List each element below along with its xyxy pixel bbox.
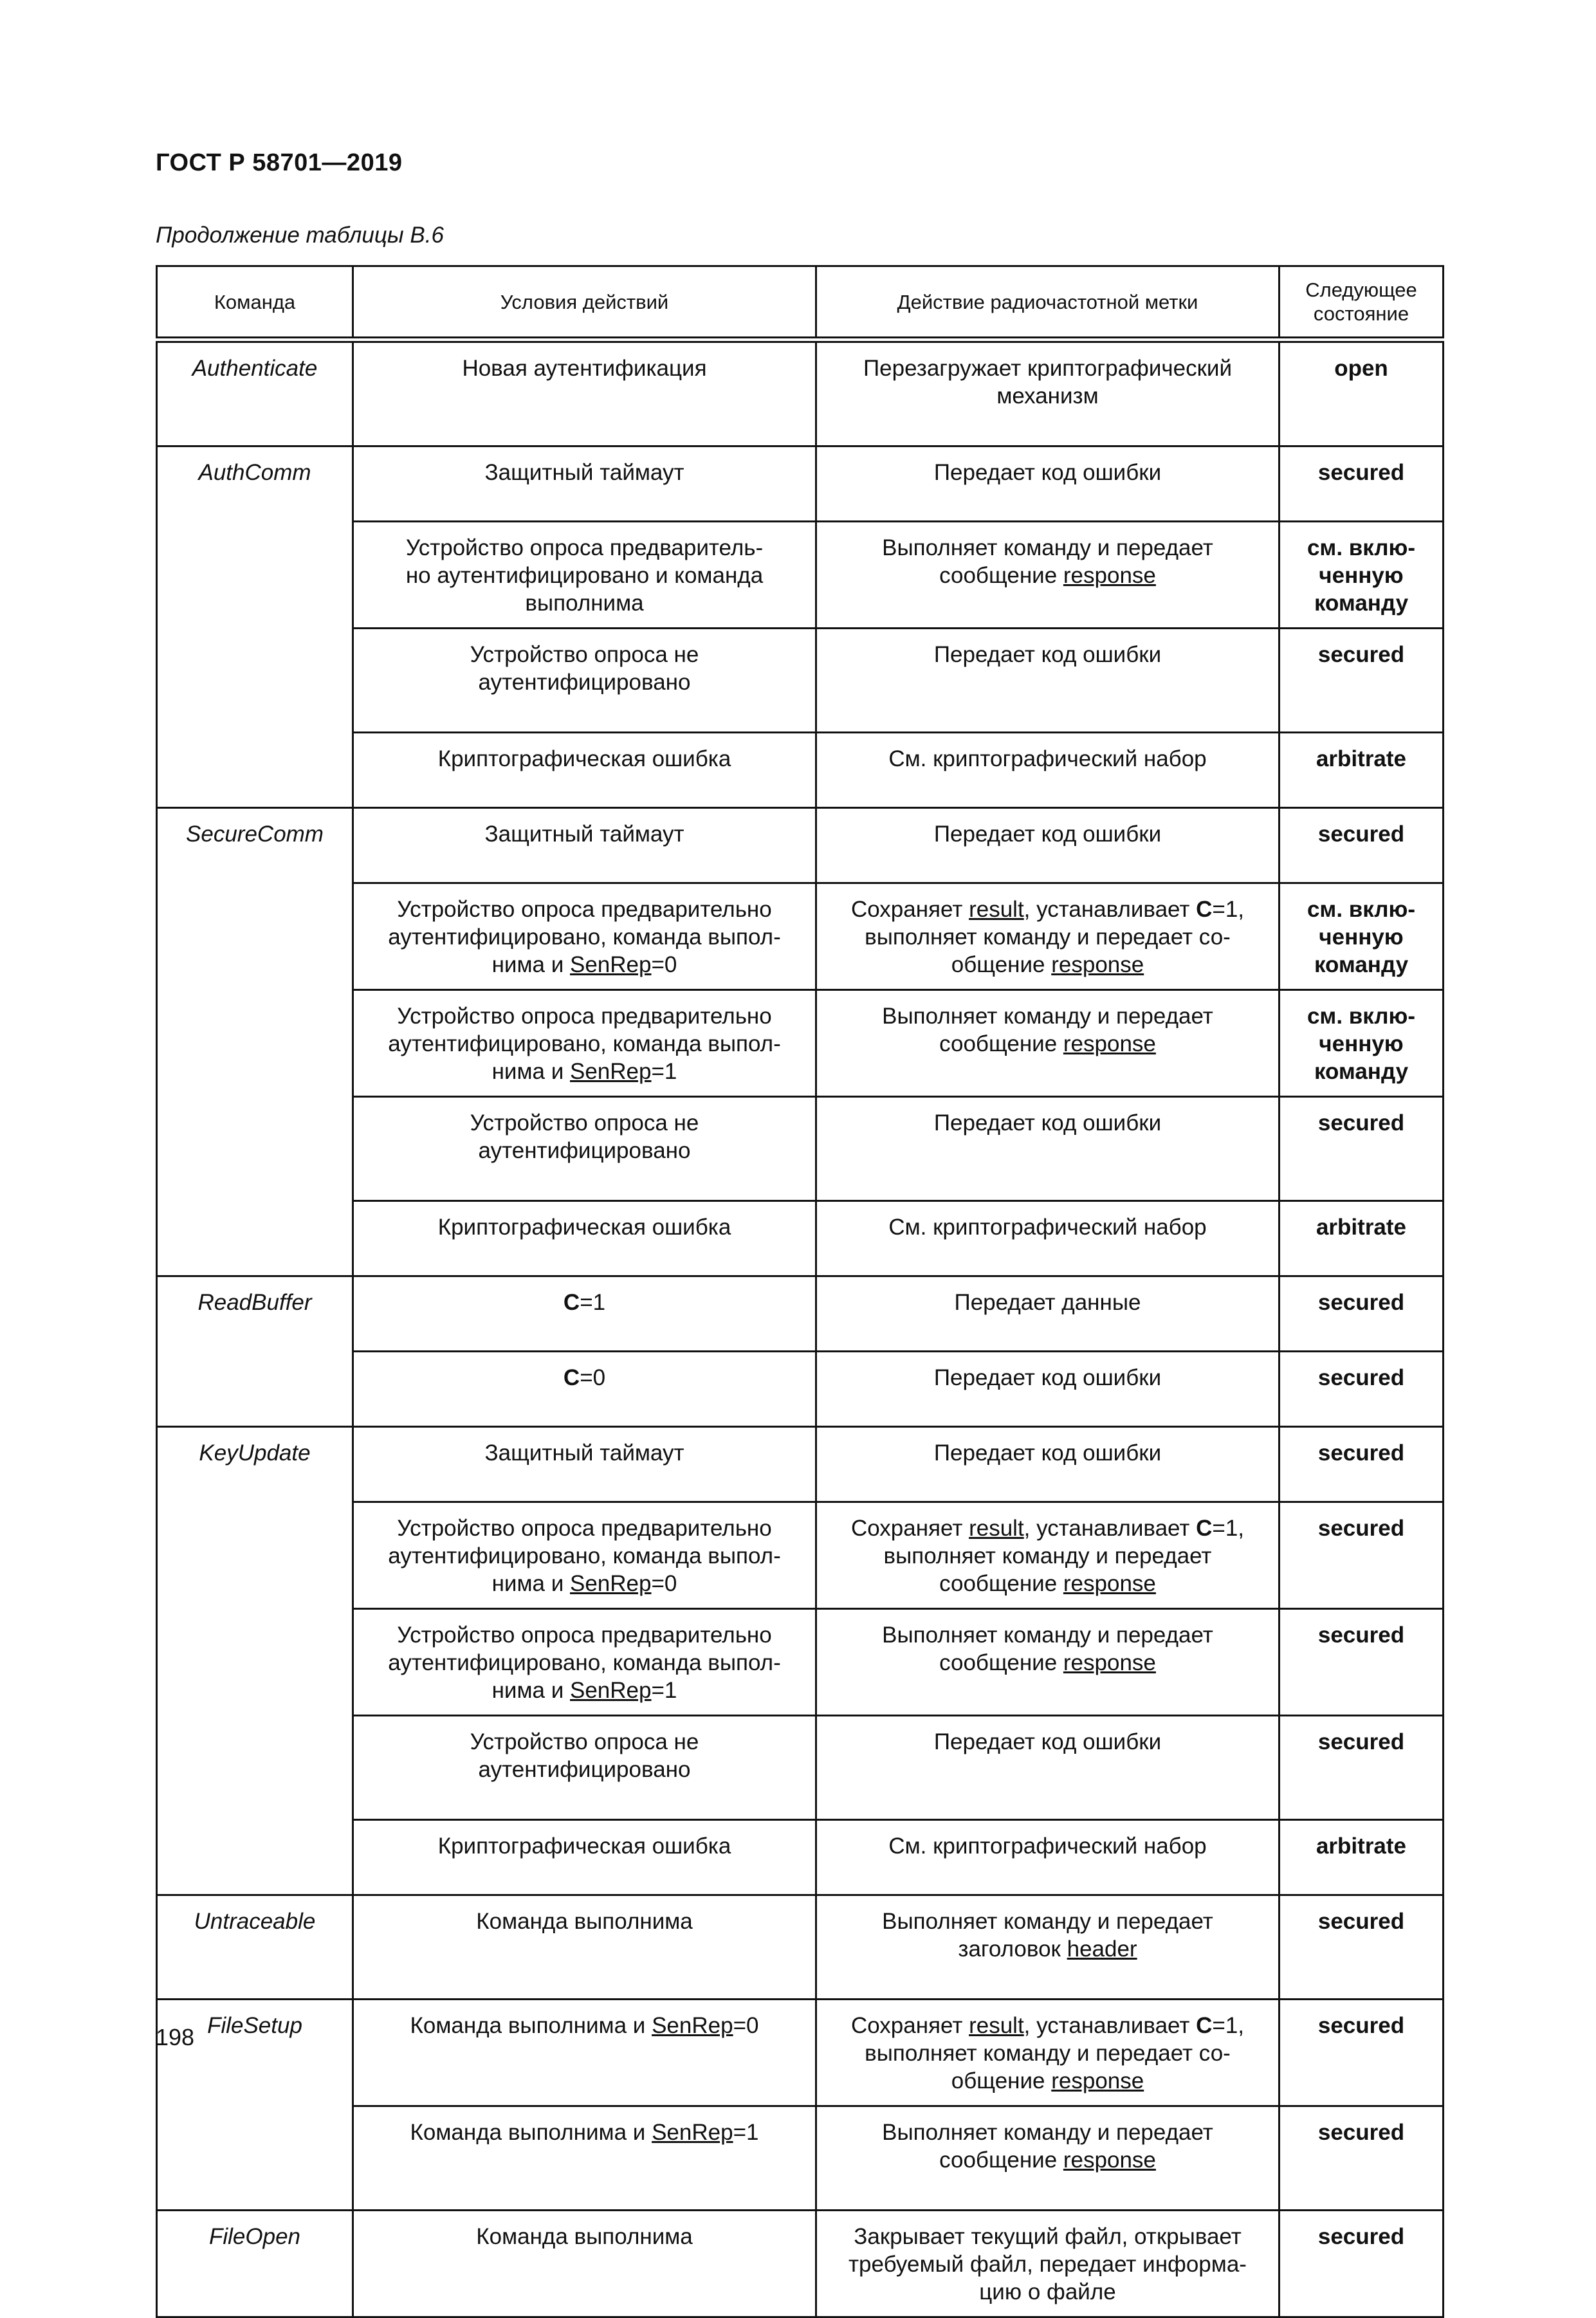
next-state-cell: secured (1280, 1276, 1444, 1352)
table-header-row (157, 266, 1444, 340)
command-cell: Untraceable (157, 1895, 353, 2000)
next-state-cell: arbitrate (1280, 1820, 1444, 1895)
action-cell: Закрывает текущий файл, открывает требуемый файл, передает информа- цию о файле (816, 2211, 1280, 2317)
condition-cell: Криптографическая ошибка (353, 1820, 816, 1895)
next-state-cell: secured (1280, 1427, 1444, 1502)
condition-cell: Команда выполнима и SenRep=1 (353, 2106, 816, 2211)
action-cell: Передает код ошибки (816, 1352, 1280, 1427)
next-state-cell: secured (1280, 1352, 1444, 1427)
column-header-next-state: Следующее состояние (1280, 266, 1444, 340)
next-state-cell: secured (1280, 1097, 1444, 1201)
next-state-cell: secured (1280, 629, 1444, 733)
condition-cell: Команда выполнима (353, 2211, 816, 2317)
next-state-cell: secured (1280, 2106, 1444, 2211)
condition-cell: Устройство опроса предварительно аутентифицировано, команда выпол- нима и SenRep=0 (353, 883, 816, 990)
column-header-command: Команда (157, 266, 353, 340)
action-cell: См. криптографический набор (816, 733, 1280, 808)
column-header-action: Действие радиочастотной метки (816, 266, 1280, 340)
action-cell: Передает код ошибки (816, 1716, 1280, 1820)
condition-cell: Защитный таймаут (353, 1427, 816, 1502)
next-state-cell: open (1280, 340, 1444, 446)
action-cell: Сохраняет result, устанавливает C=1, выполняет команду и передает сообщение response (816, 1502, 1280, 1609)
action-cell: Передает код ошибки (816, 1097, 1280, 1201)
table-row (157, 340, 1444, 446)
action-cell: Передает код ошибки (816, 808, 1280, 883)
next-state-cell: secured (1280, 1716, 1444, 1820)
state-transition-table (156, 265, 1444, 2318)
command-cell: ReadBuffer (157, 1276, 353, 1427)
command-cell: AuthComm (157, 446, 353, 808)
document-title: ГОСТ Р 58701—2019 (156, 149, 403, 176)
condition-cell: C=1 (353, 1276, 816, 1352)
next-state-cell: arbitrate (1280, 733, 1444, 808)
next-state-cell: arbitrate (1280, 1201, 1444, 1276)
condition-cell: Защитный таймаут (353, 446, 816, 522)
action-cell: Передает код ошибки (816, 1427, 1280, 1502)
next-state-cell: secured (1280, 2000, 1444, 2106)
condition-cell: Команда выполнима и SenRep=0 (353, 2000, 816, 2106)
next-state-cell: secured (1280, 446, 1444, 522)
condition-cell: Устройство опроса предварительно аутентифицировано, команда выпол- нима и SenRep=1 (353, 1609, 816, 1716)
condition-cell: Устройство опроса не аутентифицировано (353, 629, 816, 733)
condition-cell: Устройство опроса предварительно аутентифицировано, команда выпол- нима и SenRep=1 (353, 990, 816, 1097)
action-cell: См. криптографический набор (816, 1201, 1280, 1276)
action-cell: Выполняет команду и передает сообщение response (816, 990, 1280, 1097)
next-state-cell: secured (1280, 1609, 1444, 1716)
action-cell: Передает код ошибки (816, 446, 1280, 522)
table-row (157, 2211, 1444, 2317)
next-state-cell: см. вклю- ченную команду (1280, 522, 1444, 629)
action-cell: Сохраняет result, устанавливает C=1, выполняет команду и передает со- общение response (816, 2000, 1280, 2106)
next-state-cell: см. вклю- ченную команду (1280, 883, 1444, 990)
column-header-conditions: Условия действий (353, 266, 816, 340)
condition-cell: Устройство опроса не аутентифицировано (353, 1716, 816, 1820)
condition-cell: Команда выполнима (353, 1895, 816, 2000)
next-state-cell: secured (1280, 2211, 1444, 2317)
table-row (157, 2000, 1444, 2106)
condition-cell: Новая аутентификация (353, 340, 816, 446)
action-cell: См. криптографический набор (816, 1820, 1280, 1895)
action-cell: Сохраняет result, устанавливает C=1, выполняет команду и передает со- общение response (816, 883, 1280, 990)
next-state-cell: secured (1280, 1895, 1444, 2000)
command-cell: FileSetup (157, 2000, 353, 2211)
action-cell: Выполняет команду и передает сообщение response (816, 522, 1280, 629)
next-state-cell: см. вклю- ченную команду (1280, 990, 1444, 1097)
condition-cell: Устройство опроса не аутентифицировано (353, 1097, 816, 1201)
condition-cell: Защитный таймаут (353, 808, 816, 883)
action-cell: Выполняет команду и передает сообщение response (816, 2106, 1280, 2211)
table-row (157, 1276, 1444, 1352)
command-cell: Authenticate (157, 340, 353, 446)
action-cell: Выполняет команду и передает заголовок header (816, 1895, 1280, 2000)
condition-cell: Криптографическая ошибка (353, 733, 816, 808)
table-caption: Продолжение таблицы В.6 (156, 223, 444, 248)
command-cell: KeyUpdate (157, 1427, 353, 1895)
table-row (157, 808, 1444, 883)
condition-cell: Устройство опроса предваритель- но аутентифицировано и команда выполнима (353, 522, 816, 629)
command-cell: FileOpen (157, 2211, 353, 2317)
command-cell: SecureComm (157, 808, 353, 1276)
next-state-cell: secured (1280, 1502, 1444, 1609)
next-state-cell: secured (1280, 808, 1444, 883)
action-cell (816, 340, 1280, 446)
action-cell: Выполняет команду и передает сообщение response (816, 1609, 1280, 1716)
condition-cell: C=0 (353, 1352, 816, 1427)
cell-text: Перезагружает криптографический механизм (863, 356, 1232, 409)
action-cell: Передает данные (816, 1276, 1280, 1352)
condition-cell: Устройство опроса предварительно аутентифицировано, команда выпол- нима и SenRep=0 (353, 1502, 816, 1609)
condition-cell: Криптографическая ошибка (353, 1201, 816, 1276)
page-number: 198 (156, 2024, 195, 2050)
table-row (157, 1895, 1444, 2000)
table-row (157, 1427, 1444, 1502)
action-cell: Передает код ошибки (816, 629, 1280, 733)
table-row (157, 446, 1444, 522)
